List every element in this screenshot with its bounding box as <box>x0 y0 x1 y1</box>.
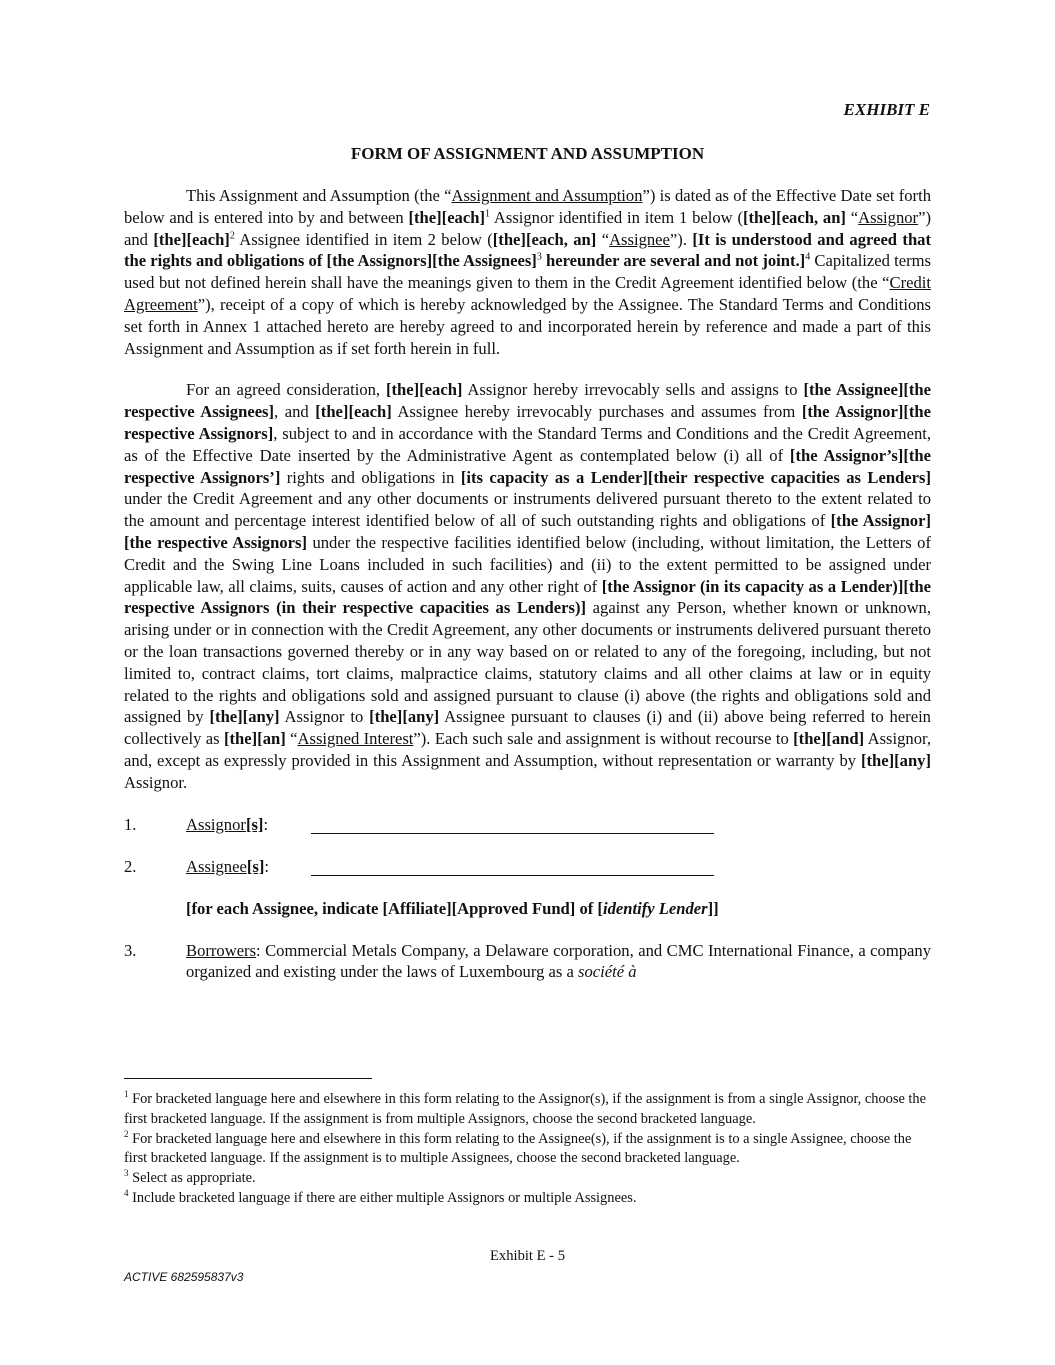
bracketed-term: [s] <box>246 856 265 876</box>
label-text: Assignee <box>186 856 247 876</box>
footnote-number: 4 <box>124 1188 129 1199</box>
defined-term: Assignment and Assumption <box>451 186 643 205</box>
paragraph-intro <box>124 185 931 359</box>
note-text: [for each Assignee, indicate [Affiliate][Approved Fund] of [ <box>186 898 603 918</box>
text-run: Assignor, and, except as expressly provided in this Assignment and Assumption, without representation or warranty by <box>124 729 931 770</box>
item-assignee <box>124 856 931 878</box>
defined-term: Credit Agreement <box>124 273 931 314</box>
item-number: 1. <box>124 814 137 834</box>
text-run: “ <box>596 229 610 249</box>
text-run: under the respective facilities identified below (including, without limitation, the Letters of Credit and the Swing Line Loans included in such facilities) and (ii) to the extent permitted to be assigned under applicable law, all claims, suits, causes of action and any other right of <box>124 532 931 596</box>
bracketed-term: [the][an] <box>224 729 286 749</box>
bracketed-term: [the][any] <box>860 750 931 770</box>
bracketed-term: [s] <box>245 814 264 834</box>
text-run: This Assignment and Assumption (the “ <box>186 186 452 205</box>
defined-term: Assignor <box>858 207 919 227</box>
item-text <box>186 940 931 984</box>
text-run: Assignor hereby irrevocably sells and assigns to <box>462 380 804 400</box>
text-run: ”) is dated as of the Effective Date set forth below and is entered into by and between <box>124 186 931 227</box>
text-run: “ <box>845 207 859 227</box>
defined-term: Assigned Interest <box>297 729 414 749</box>
footnote-4 <box>124 1189 931 1209</box>
text-run: Assignor. <box>124 772 188 792</box>
text-run: For an agreed consideration, <box>186 380 386 400</box>
defined-term: Assignee <box>609 229 670 249</box>
footnote-ref: 4 <box>805 251 811 263</box>
text-run: Assignee identified in item 2 below ( <box>234 229 493 249</box>
assignor-blank-line[interactable] <box>311 833 714 834</box>
footnote-separator <box>124 1078 372 1079</box>
note-italic: identify Lender <box>602 898 708 918</box>
text-run: under the Credit Agreement and any other documents or instruments delivered pursuant thereto to the extent related to the amount and percentage interest identified below of all of such outstanding rights and obligations of <box>124 489 931 531</box>
footnotes <box>124 1090 931 1209</box>
footnote-3 <box>124 1169 931 1189</box>
bracketed-term: [the][each, an] <box>492 229 597 249</box>
bracketed-term: [the][each] <box>408 207 485 227</box>
label-colon: : <box>263 814 269 834</box>
bracketed-term: [the][any] <box>209 707 280 727</box>
text-run: Capitalized terms used but not defined herein shall have the meanings given to them in the Credit Agreement identified below (the “ <box>124 251 931 293</box>
bracketed-term: [the Assignee][the respective Assignees] <box>124 380 931 422</box>
exhibit-label: EXHIBIT E <box>843 100 930 119</box>
footnote-text: Include bracketed language if there are either multiple Assignors or multiple Assignees. <box>128 1189 637 1206</box>
footnote-number: 2 <box>124 1128 129 1139</box>
item-number: 3. <box>124 940 137 960</box>
text-run: : Commercial Metals Company, a Delaware corporation, and CMC International Finance, a company organized and existing under the laws of Luxembourg as a <box>186 940 931 982</box>
bracketed-term: [the Assignor (in its capacity as a Lender)][the respective Assignors (in their respective capacities as Lenders)] <box>124 576 932 618</box>
text-run: , subject to and in accordance with the Standard Terms and Conditions and the Credit Agreement, as of the Effective Date inserted by the Administrative Agent as contemplated below (i) all of <box>124 423 931 465</box>
document-id: ACTIVE 682595837v3 <box>124 1270 244 1284</box>
footnote-ref: 1 <box>484 208 490 220</box>
text-run: Assignee hereby irrevocably purchases and assumes from <box>391 402 802 422</box>
bracketed-term: [the][and] <box>793 729 865 749</box>
bracketed-term: [the][any] <box>369 707 440 727</box>
text-run: ”), receipt of a copy of which is hereby acknowledged by the Assignee. The Standard Terms and Conditions set forth in Annex 1 attached hereto are hereby agreed to and incorporated herein by reference and made a part of this Assignment and Assumption as if set forth herein in full. <box>124 294 931 358</box>
document-title: FORM OF ASSIGNMENT AND ASSUMPTION <box>350 144 705 163</box>
text-run: , and <box>274 402 316 422</box>
bracketed-term: [the][each] <box>153 229 230 249</box>
footnote-ref: 3 <box>536 251 542 263</box>
bracketed-term: [the][each] <box>315 402 392 422</box>
assignee-instruction-note <box>186 898 931 920</box>
text-run: Assignee pursuant to clauses (i) and (ii) above being referred to herein collectively as <box>124 707 931 749</box>
footnote-1 <box>124 1090 931 1130</box>
text-run: “ <box>285 729 298 749</box>
item-assignor <box>124 814 931 836</box>
footnote-number: 3 <box>124 1168 129 1179</box>
item-label <box>186 814 268 836</box>
label-text: Assignor <box>186 814 246 834</box>
paragraph-consideration <box>124 379 931 793</box>
italic-term: société à <box>578 962 637 982</box>
note-text: ]] <box>707 898 719 918</box>
item-number: 2. <box>124 856 137 876</box>
assignee-blank-line[interactable] <box>311 875 714 876</box>
text-run: Assignor to <box>279 707 370 727</box>
footnote-ref: 2 <box>229 230 235 242</box>
bracketed-term: [the][each, an] <box>743 207 846 227</box>
footnote-text: For bracketed language here and elsewhere in this form relating to the Assignee(s), if the assignment is to a single Assignee, choose the first bracketed language. If the assignment is to multiple Assignees, choose the second bracketed language. <box>124 1130 912 1167</box>
footnote-text: Select as appropriate. <box>128 1170 256 1187</box>
footnote-2 <box>124 1130 931 1170</box>
item-borrowers <box>124 940 931 984</box>
text-run: Assignor identified in item 1 below ( <box>489 207 743 227</box>
text-run: rights and obligations in <box>280 467 461 487</box>
document-body <box>124 185 931 983</box>
bracketed-term: [It is understood and agreed that the rights and obligations of [the Assignors][the Assignees] <box>124 229 931 271</box>
footnote-text: For bracketed language here and elsewhere in this form relating to the Assignor(s), if the assignment is from a single Assignor, choose the first bracketed language. If the assignment is from multiple Assignors, choose the second bracketed language. <box>124 1091 927 1127</box>
bracketed-term: hereunder are several and not joint.] <box>541 251 806 271</box>
bracketed-term: [the][each] <box>385 380 463 400</box>
text-run: ”). Each such sale and assignment is without recourse to <box>413 729 794 749</box>
bracketed-term: [the Assignor][the respective Assignors] <box>124 402 931 443</box>
text-run: against any Person, whether known or unknown, arising under or in connection with the Credit Agreement, any other documents or instruments delivered pursuant thereto or the loan transactions governed thereby or in any way based on or related to any of the foregoing, including, but not limited to, contract claims, tort claims, malpractice claims, statutory claims and all other claims at law or in equity related to the rights and obligations sold and assigned pursuant to clause (i) above (the rights and obligations sold and assigned by <box>124 598 931 727</box>
text-run: ”). <box>669 229 693 249</box>
item-label <box>186 856 269 878</box>
bracketed-term: [the Assignor’s][the respective Assignors’] <box>124 445 931 487</box>
footnote-number: 1 <box>124 1089 129 1100</box>
item-label: Borrowers <box>186 940 257 960</box>
bracketed-term: [its capacity as a Lender][their respective capacities as Lenders] <box>460 467 932 487</box>
label-colon: : <box>264 856 269 876</box>
bracketed-term: [the Assignor][the respective Assignors] <box>124 511 931 552</box>
text-run: ”) and <box>124 207 931 249</box>
page-number: Exhibit E - 5 <box>490 1248 565 1264</box>
